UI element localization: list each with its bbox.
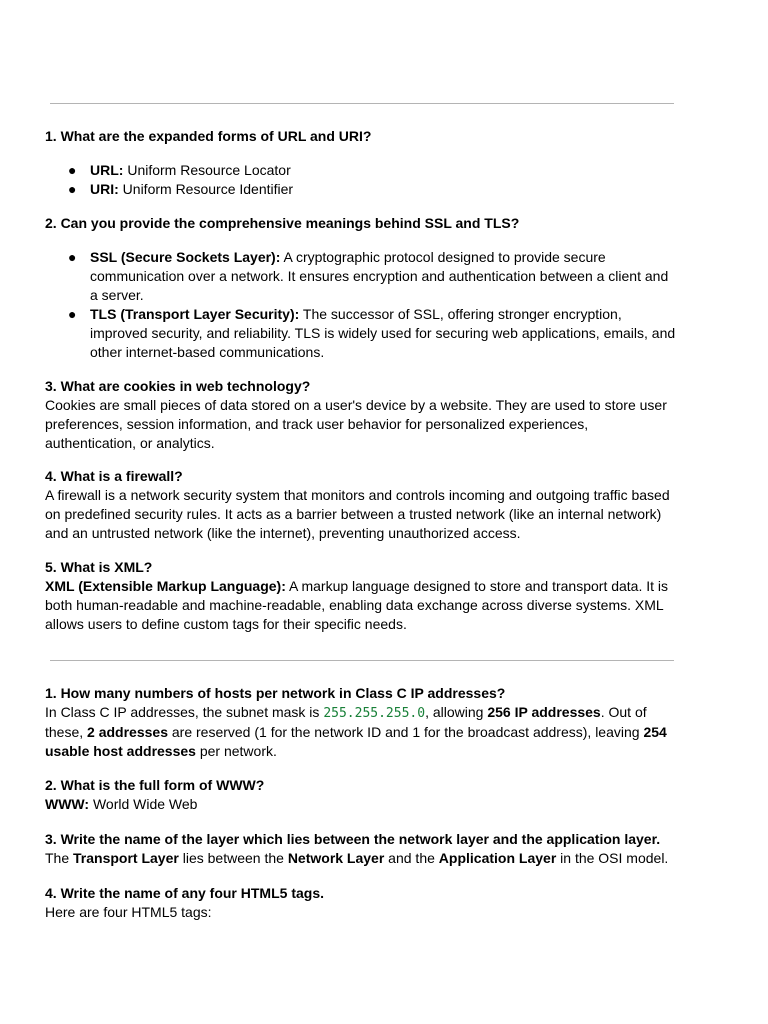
emphasis: Network Layer bbox=[287, 850, 385, 866]
answer-firewall: A firewall is a network security system that monitors and controls incoming and outgoing traffic based on predefined security rules. It acts as a barrier between a trusted network (like an internal network) and an untrusted network (like the internet), preventing unauthorized access. bbox=[45, 487, 670, 541]
emphasis: Transport Layer bbox=[73, 850, 179, 866]
answer-html5-tags: Here are four HTML5 tags: bbox=[45, 904, 212, 920]
answer-class-c-hosts bbox=[45, 703, 677, 761]
answer-xml bbox=[45, 577, 677, 634]
question-xml: 5. What is XML? bbox=[45, 559, 153, 575]
answer-text: The bbox=[45, 850, 74, 866]
ssl-tls-list bbox=[45, 248, 677, 362]
list-item bbox=[45, 180, 677, 199]
term: WWW: bbox=[45, 796, 90, 812]
definition: The successor of SSL, offering stronger encryption, improved security, and reliability. TLS is widely used for securing web applications, emails, and other internet-based communications. bbox=[90, 306, 676, 360]
term: TLS (Transport Layer Security): bbox=[90, 306, 300, 322]
emphasis: 2 addresses bbox=[87, 724, 168, 740]
question-url-uri: 1. What are the expanded forms of URL and URI? bbox=[45, 128, 372, 144]
definition: World Wide Web bbox=[89, 796, 198, 812]
question-html5-tags: 4. Write the name of any four HTML5 tags. bbox=[45, 885, 325, 901]
answer-text: are reserved (1 for the network ID and 1 for the broadcast address), leaving bbox=[167, 724, 644, 740]
question-cookies: 3. What are cookies in web technology? bbox=[45, 378, 311, 394]
answer-www bbox=[45, 795, 677, 814]
definition: A cryptographic protocol designed to provide secure communication over a network. It ensures encryption and authentication between a client and a server. bbox=[90, 249, 669, 303]
definition: Uniform Resource Locator bbox=[123, 162, 291, 178]
divider-middle bbox=[50, 660, 674, 661]
definition: A markup language designed to store and transport data. It is both human-readable and machine-readable, enabling data exchange across diverse systems. XML allows users to define custom tags for their specific needs. bbox=[45, 578, 669, 632]
term: URI: bbox=[90, 181, 119, 197]
answer-text: lies between the bbox=[178, 850, 288, 866]
answer-text: and the bbox=[384, 850, 439, 866]
answer-text: , allowing bbox=[425, 704, 488, 720]
question-class-c-hosts: 1. How many numbers of hosts per network in Class C IP addresses? bbox=[45, 685, 506, 701]
divider-top bbox=[50, 103, 674, 104]
bullet-icon: ● bbox=[68, 249, 77, 265]
bullet-icon: ● bbox=[68, 181, 77, 197]
answer-text: in the OSI model. bbox=[556, 850, 669, 866]
answer-osi-layer bbox=[45, 849, 677, 868]
question-firewall: 4. What is a firewall? bbox=[45, 468, 183, 484]
subnet-mask-code: 255.255.255.0 bbox=[323, 706, 426, 721]
url-uri-list bbox=[45, 161, 677, 199]
term: URL: bbox=[90, 162, 124, 178]
bullet-icon: ● bbox=[68, 306, 77, 322]
question-osi-layer: 3. Write the name of the layer which lies between the network layer and the application layer. bbox=[45, 831, 661, 847]
term: SSL (Secure Sockets Layer): bbox=[90, 249, 281, 265]
list-item bbox=[45, 305, 677, 362]
answer-cookies: Cookies are small pieces of data stored on a user's device by a website. They are used to store user preferences, session information, and track user behavior for personalized experiences, authentication, or analytics. bbox=[45, 397, 667, 451]
answer-text: . Out of these, bbox=[45, 704, 647, 740]
question-ssl-tls: 2. Can you provide the comprehensive meanings behind SSL and TLS? bbox=[45, 215, 520, 231]
emphasis: 256 IP addresses bbox=[487, 704, 601, 720]
emphasis: Application Layer bbox=[438, 850, 557, 866]
definition: Uniform Resource Identifier bbox=[118, 181, 294, 197]
list-item bbox=[45, 161, 677, 180]
answer-text: per network. bbox=[195, 743, 277, 759]
answer-text: In Class C IP addresses, the subnet mask is bbox=[45, 704, 324, 720]
bullet-icon: ● bbox=[68, 162, 77, 178]
term: XML (Extensible Markup Language): bbox=[45, 578, 286, 594]
emphasis: 254 usable host addresses bbox=[45, 724, 667, 759]
question-www: 2. What is the full form of WWW? bbox=[45, 777, 265, 793]
list-item bbox=[45, 248, 677, 305]
